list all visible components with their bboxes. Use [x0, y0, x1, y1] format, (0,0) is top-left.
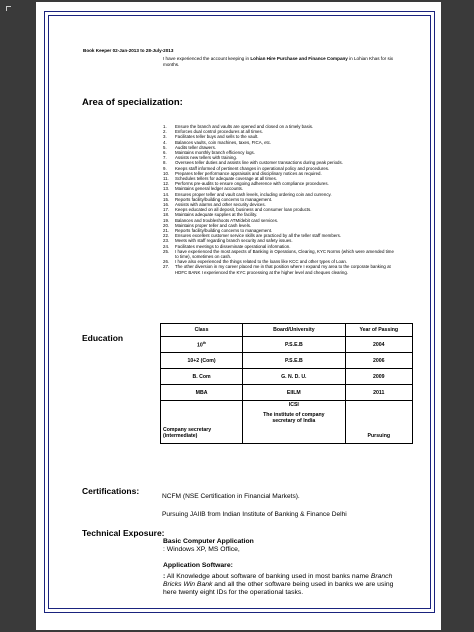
certification-item: NCFM (NSE Certification in Financial Markets).: [162, 493, 300, 500]
certification-item: Pursuing JAIIB from Indian Institute of Banking & Finance Delhi: [162, 511, 347, 518]
item-text: Prepares teller performance appraisals and disciplinary notices as required.: [175, 170, 322, 176]
education-table: [160, 323, 413, 444]
item-number: 1.: [163, 124, 167, 129]
item-number: 27.: [163, 264, 170, 270]
icsi-line-2: secretary of India: [272, 418, 316, 424]
education-row-company-secretary: [161, 401, 413, 444]
item-text: Ensures excellent customer service skills are practiced by all the teller staff members.: [175, 233, 342, 239]
item-text: Maintains proper teller and cash levels.: [175, 222, 252, 228]
item-text: Schedules tellers for adequate coverage at all times.: [175, 176, 278, 182]
item-text: Performs pre-audits to ensure ongoing adherence with compliance procedures.: [175, 181, 329, 187]
cell-year: 2011: [345, 385, 412, 401]
item-text: Assists new tellers with training.: [175, 155, 237, 161]
item-text: Keeps educated on all deposit, business and consumer loan products.: [175, 207, 312, 213]
item-text: Assists with alarms and other security devices.: [175, 202, 266, 208]
item-text: Audits teller drawers.: [175, 144, 216, 150]
item-text: Reports facility/building concerns to management.: [175, 228, 273, 234]
item-number: 8.: [163, 160, 167, 166]
cell-board: G. N. D. U.: [243, 369, 346, 385]
header-class: Class: [161, 324, 243, 337]
basic-computer-heading: Basic Computer Application: [163, 538, 254, 545]
specialization-item: [163, 264, 395, 274]
item-text: Enforces dual control procedures at all times.: [175, 129, 263, 135]
class-label: MBA: [195, 389, 208, 396]
item-number: 16.: [163, 202, 170, 208]
cs-line-1: Company secretary: [163, 427, 212, 433]
item-text: Maintains general ledger accounts.: [175, 186, 244, 192]
application-software-text: [163, 573, 395, 597]
header-board: Board/University: [243, 324, 346, 337]
item-text: I have also experienced the things related to the loans like KCC and other types of Loan.: [175, 259, 348, 265]
item-text: Reports facility/building concerns to management.: [175, 196, 273, 202]
cell-board: P.S.E.B: [243, 353, 346, 369]
class-superscript: th: [202, 340, 207, 345]
technical-heading: Technical Exposure:: [82, 528, 165, 538]
item-text: Balances vaults, coin machines, taxes, FICA, etc.: [175, 139, 272, 145]
cell-year: Pursuing: [345, 401, 412, 444]
item-text: Keeps staff informed of pertinent changes in operational policy and procedures.: [175, 165, 330, 171]
education-row: [161, 337, 413, 353]
basic-computer-value: : Windows XP, MS Office,: [163, 546, 240, 553]
item-number: 17.: [163, 207, 170, 213]
cell-class: [161, 385, 243, 401]
item-number: 2.: [163, 129, 167, 135]
item-text: Oversees teller duties and assists line with customer transactions during peak periods.: [175, 160, 343, 166]
education-heading: Education: [82, 333, 124, 343]
item-text: Ensures proper teller and vault cash levels, including ordering coin and currency.: [175, 191, 332, 197]
class-label: B. Com: [192, 373, 211, 380]
item-number: 19.: [163, 217, 170, 223]
specialization-list: [163, 124, 395, 275]
cell-class: [161, 369, 243, 385]
cell-year: 2004: [345, 337, 412, 353]
specialization-item: [163, 249, 395, 259]
book-keeper-text-pre: I have experienced the account keeping in: [163, 56, 251, 61]
item-text: I have experienced the most aspects of Banking in Operations, Clearing, KYC Norms (which were amended time to time), sometimes on cash.: [175, 248, 394, 260]
item-text: Meets with staff regarding branch security and safety issues.: [175, 238, 293, 244]
book-keeper-description: [163, 56, 395, 68]
cell-class: [161, 353, 243, 369]
item-text: Ensure the branch and vaults are opened and closed on a timely basis.: [175, 124, 314, 129]
specialization-heading: Area of specialization:: [82, 97, 183, 108]
item-number: 14.: [163, 191, 170, 197]
item-text: Maintains adequate supplies at the facility.: [175, 212, 258, 218]
item-number: 10.: [163, 170, 170, 176]
item-number: 23.: [163, 238, 170, 244]
item-number: 25.: [163, 248, 170, 254]
cell-year: 2009: [345, 369, 412, 385]
cs-line-2: (intermediate): [163, 433, 198, 439]
item-number: 11.: [163, 176, 169, 182]
cell-class: [161, 401, 243, 444]
book-keeper-company: Lohian Hire Purchase and Finance Company: [250, 56, 348, 61]
corner-mark: [6, 6, 11, 11]
certifications-heading: Certifications:: [82, 486, 140, 496]
item-text: Facilitates teller buys and sells to the vault.: [175, 134, 259, 140]
item-text: Facilitates meetings to disseminate operational information.: [175, 243, 291, 249]
app-software-name: Branch Bricks Win Bank: [163, 573, 393, 588]
item-number: 21.: [163, 228, 170, 234]
item-number: 15.: [163, 196, 170, 202]
education-header-row: [161, 324, 413, 337]
item-number: 4.: [163, 139, 167, 145]
app-text-pre: All Knowledge about software of banking used in most banks name: [165, 573, 371, 580]
item-number: 12.: [163, 181, 170, 187]
cell-board: EIILM: [243, 385, 346, 401]
item-text: The other diversion in my career placed me in that position where I expand my area to the corporate banking at HDFC BANK I experienced the KYC processing at the higher level and cheques clearing.: [175, 264, 391, 275]
education-row: [161, 353, 413, 369]
item-text: Maintains monthly branch efficiency logs.: [175, 150, 255, 156]
item-number: 9.: [163, 165, 167, 171]
item-number: 13.: [163, 186, 170, 192]
icsi-line-1: The institute of company: [263, 412, 325, 418]
app-text-post: and all the other software being used in banks we are using here twenty eight IDs for the operational tasks.: [163, 581, 394, 596]
item-number: 3.: [163, 134, 167, 140]
item-number: 18.: [163, 212, 170, 218]
cell-year: 2006: [345, 353, 412, 369]
class-label: 10+2 (Com): [187, 357, 216, 364]
item-number: 22.: [163, 233, 170, 239]
cell-board: P.S.E.B: [243, 337, 346, 353]
item-number: 5.: [163, 144, 167, 150]
item-number: 6.: [163, 150, 167, 156]
class-label: 10: [196, 342, 203, 349]
application-software-heading: Application Software:: [163, 562, 233, 569]
header-year: Year of Passing: [345, 324, 412, 337]
item-number: 7.: [163, 155, 167, 161]
book-keeper-title: Book Keeper 02-Jan-2013 to 28-July-2013: [83, 48, 174, 53]
item-number: 26.: [163, 259, 170, 265]
app-colon: :: [163, 573, 166, 580]
cell-board: [243, 401, 346, 444]
education-row: [161, 369, 413, 385]
book-keeper-text-post: in Lohian Khas for six months.: [163, 56, 394, 67]
item-text: Balances and troubleshoots ATM/debit card services.: [175, 217, 279, 223]
education-row: [161, 385, 413, 401]
icsi-label: ICSI: [288, 402, 299, 408]
item-number: 20.: [163, 222, 170, 228]
cell-class: [161, 337, 243, 353]
item-number: 24.: [163, 243, 170, 249]
